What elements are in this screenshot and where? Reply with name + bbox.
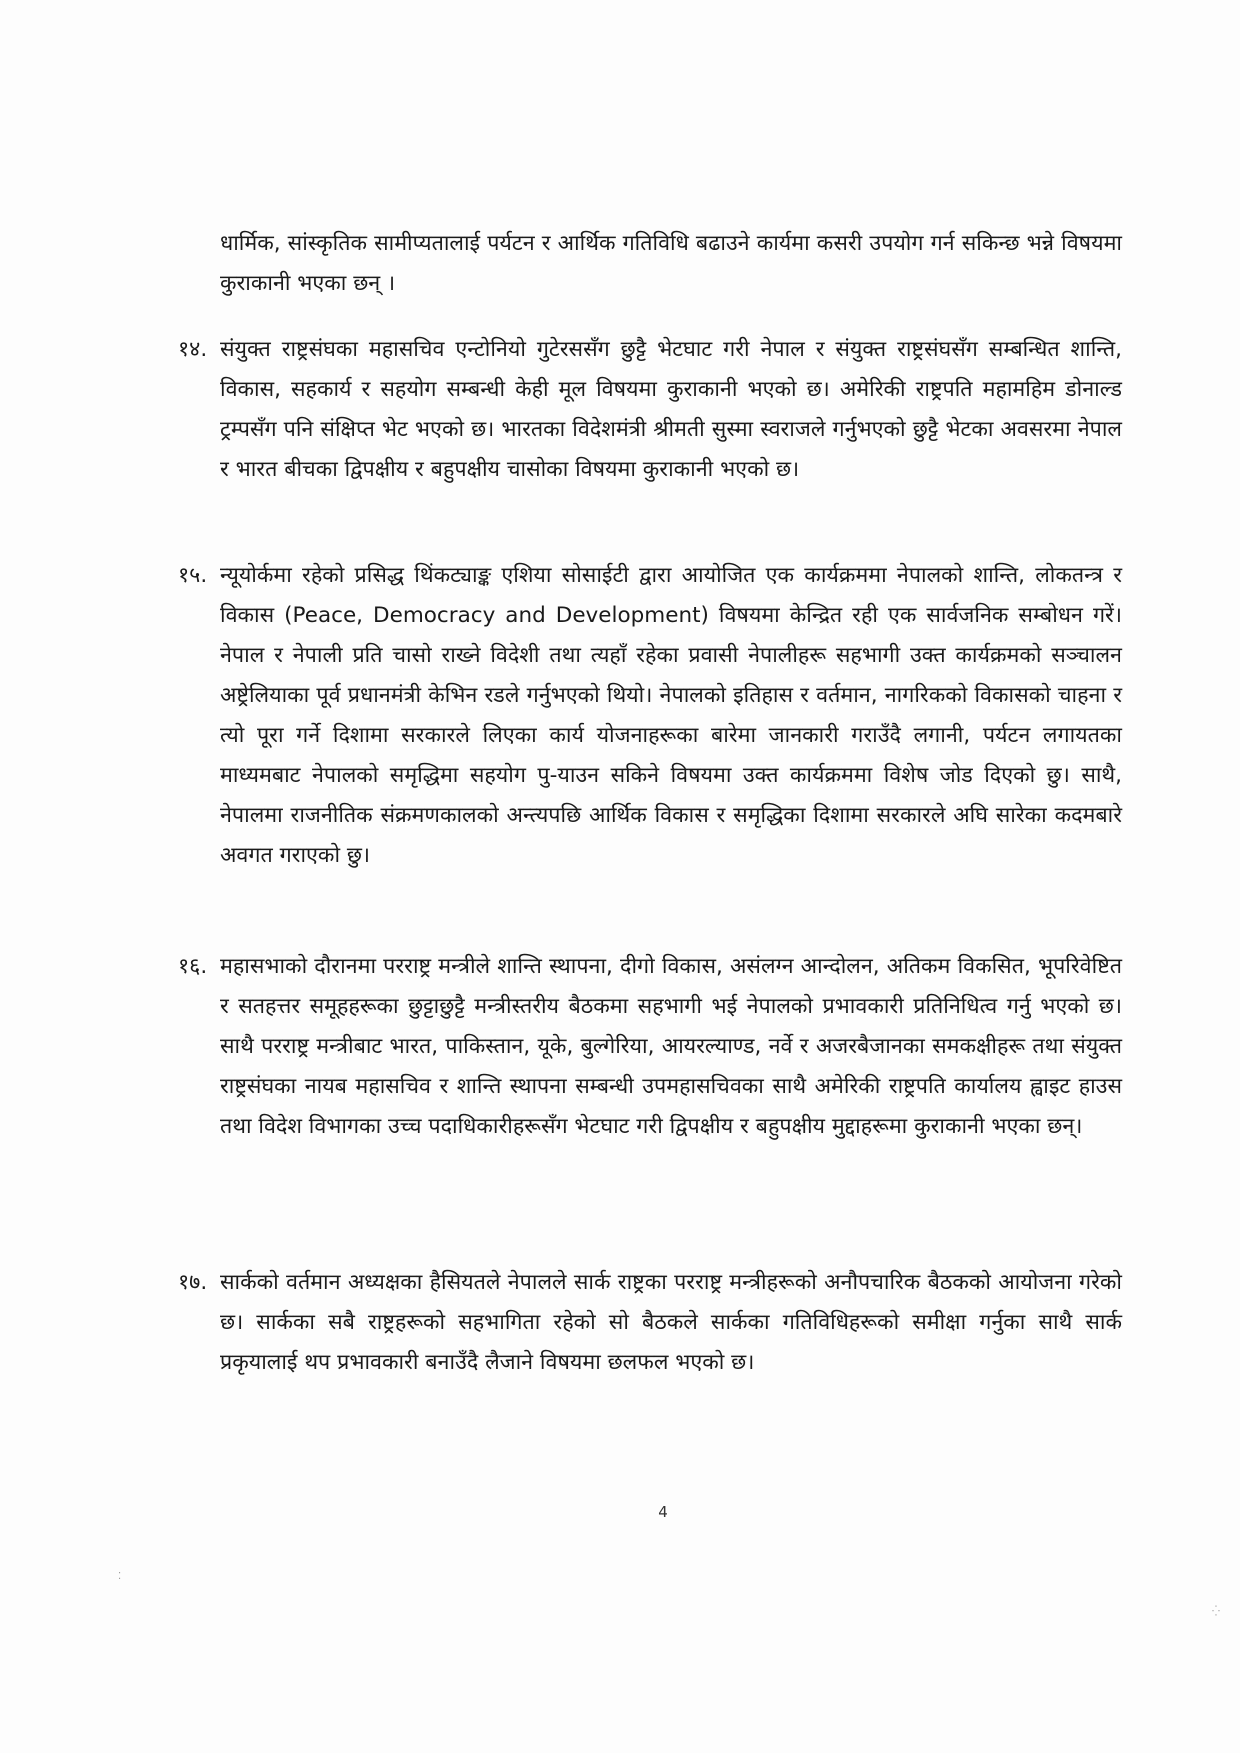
paragraph-number: १७. xyxy=(178,1270,208,1295)
paragraph-text: महासभाको दौरानमा परराष्ट्र मन्त्रीले शान्ति स्थापना, दीगो विकास, असंलग्न आन्दोलन, अतिकम विकसित, भूपरिवेष्टित र सतहत्तर समूहहरूका छुट्टाछुट्टै मन्त्रीस्तरीय बैठकमा सहभागी भई नेपालको प्रभावकारी प्रतिनिधित्व गर्नु भएको छ। साथै परराष्ट्र मन्त्रीबाट भारत, पाकिस्तान, यूके, बुल्गेरिया, आयरल्याण्ड, नर्वे र अजरबैजानका समकक्षीहरू तथा संयुक्त राष्ट्रसंघका नायब महासचिव र शान्ति स्थापना सम्बन्धी उपमहासचिवका साथै अमेरिकी राष्ट्रपति कार्यालय ह्वाइट हाउस तथा विदेश विभागका उच्च पदाधिकारीहरूसँग भेटघाट गरी द्विपक्षीय र बहुपक्षीय मुद्दाहरूमा कुराकानी भएका छन्। xyxy=(220,954,1122,1139)
paragraph-17 xyxy=(178,1263,1122,1383)
paragraph-text: सार्कको वर्तमान अध्यक्षका हैसियतले नेपालले सार्क राष्ट्रका परराष्ट्र मन्त्रीहरूको अनौपचारिक बैठकको आयोजना गरेको छ। सार्कका सबै राष्ट्रहरूको सहभागिता रहेको सो बैठकले सार्कका गतिविधिहरूको समीक्षा गर्नुका साथै सार्क प्रकृयालाई थप प्रभावकारी बनाउँदै लैजाने विषयमा छलफल भएको छ। xyxy=(220,1270,1122,1375)
paragraph-14 xyxy=(178,330,1122,490)
page-number: 4 xyxy=(658,1503,668,1521)
scan-speck: ⁚ xyxy=(118,1571,122,1582)
paragraph-16 xyxy=(178,947,1122,1147)
paragraph-number: १५. xyxy=(178,563,208,588)
continuation-paragraph xyxy=(220,224,1122,304)
paragraph-text: संयुक्त राष्ट्रसंघका महासचिव एन्टोनियो गुटेरससँग छुट्टै भेटघाट गरी नेपाल र संयुक्त राष्ट्रसंघसँग सम्बन्धित शान्ति, विकास, सहकार्य र सहयोग सम्बन्धी केही मूल विषयमा कुराकानी भएको छ। अमेरिकी राष्ट्रपति महामहिम डोनाल्ड ट्रम्पसँग पनि संक्षिप्त भेट भएको छ। भारतका विदेशमंत्री श्रीमती सुस्मा स्वराजले गर्नुभएको छुट्टै भेटका अवसरमा नेपाल र भारत बीचका द्विपक्षीय र बहुपक्षीय चासोका विषयमा कुराकानी भएको छ। xyxy=(220,337,1122,482)
scan-speck: ⁛ xyxy=(1212,1606,1220,1617)
paragraph-15 xyxy=(178,556,1122,876)
continuation-text: धार्मिक, सांस्कृतिक सामीप्यतालाई पर्यटन र आर्थिक गतिविधि बढाउने कार्यमा कसरी उपयोग गर्न सकिन्छ भन्ने विषयमा कुराकानी भएका छन् । xyxy=(220,231,1122,296)
paragraph-text: न्यूयोर्कमा रहेको प्रसिद्ध थिंकट्याङ्क एशिया सोसाईटी द्वारा आयोजित एक कार्यक्रममा नेपालको शान्ति, लोकतन्त्र र विकास (Peace, Democracy and Development) विषयमा केन्द्रित रही एक सार्वजनिक सम्बोधन गरें। नेपाल र नेपाली प्रति चासो राख्ने विदेशी तथा त्यहाँ रहेका प्रवासी नेपालीहरू सहभागी उक्त कार्यक्रमको सञ्चालन अष्ट्रेलियाका पूर्व प्रधानमंत्री केभिन रडले गर्नुभएको थियो। नेपालको इतिहास र वर्तमान, नागरिकको विकासको चाहना र त्यो पूरा गर्ने दिशामा सरकारले लिएका कार्य योजनाहरूका बारेमा जानकारी गराउँदै लगानी, पर्यटन लगायतका माध्यमबाट नेपालको समृद्धिमा सहयोग पु-याउन सकिने विषयमा उक्त कार्यक्रममा विशेष जोड दिएको छु। साथै, नेपालमा राजनीतिक संक्रमणकालको अन्त्यपछि आर्थिक विकास र समृद्धिका दिशामा सरकारले अघि सारेका कदमबारे अवगत गराएको छु। xyxy=(220,563,1122,868)
paragraph-number: १४. xyxy=(178,337,208,362)
paragraph-number: १६. xyxy=(178,954,208,979)
